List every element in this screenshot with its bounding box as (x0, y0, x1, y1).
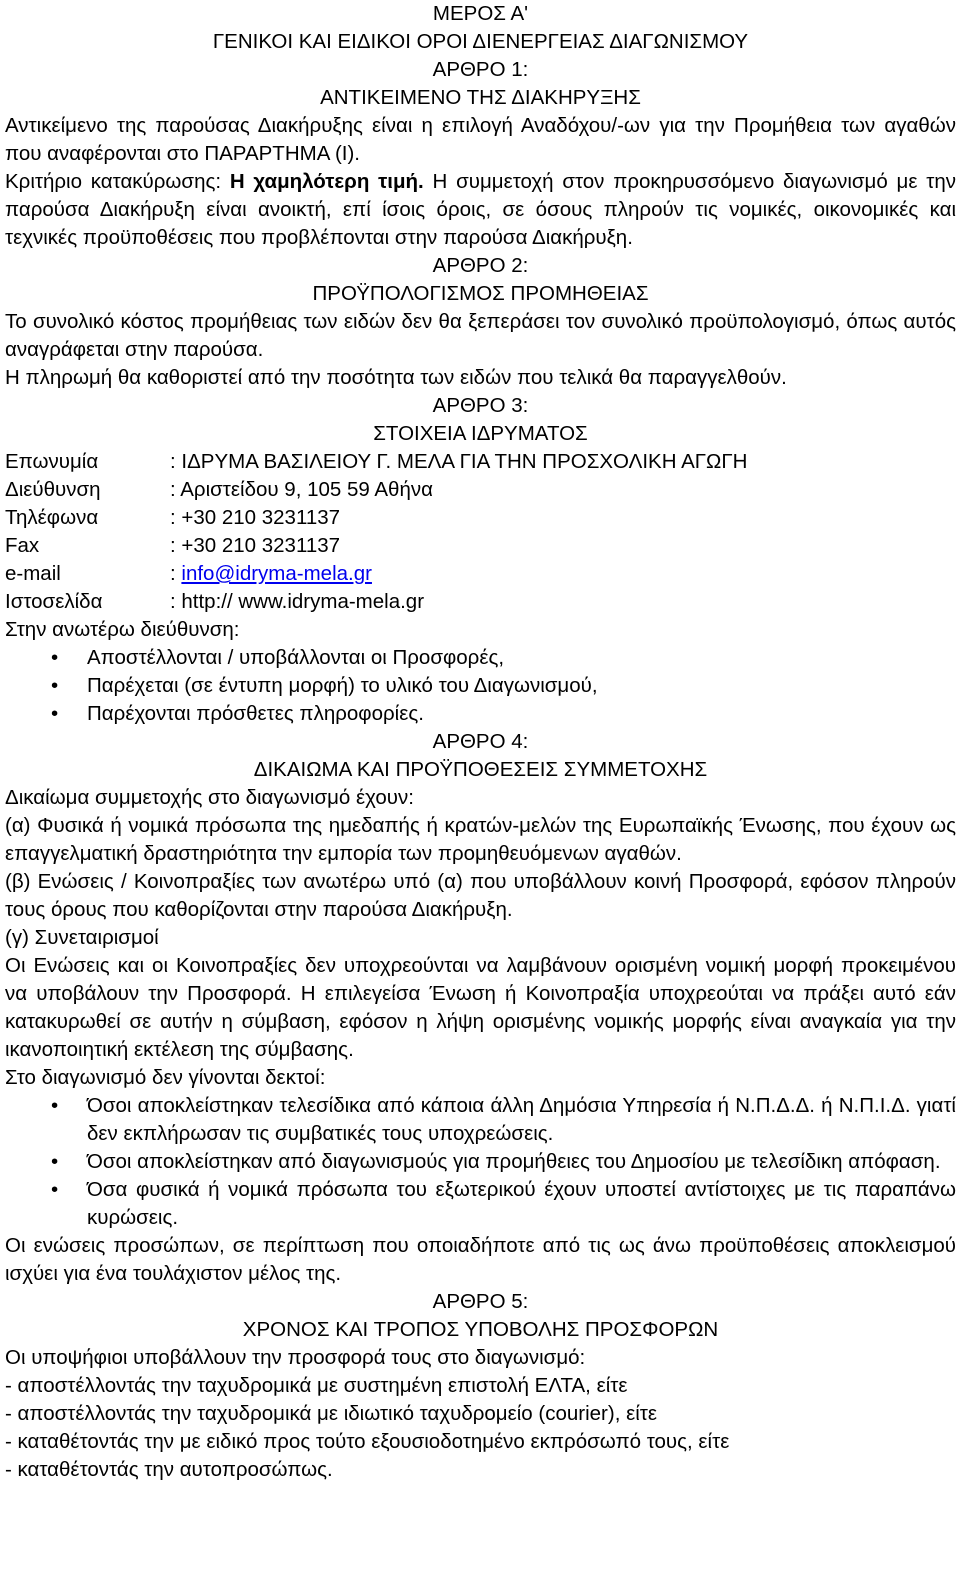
info-value: : +30 210 3231137 (170, 534, 341, 557)
article-2-heading: ΑΡΘΡΟ 2: (432, 254, 529, 277)
article-1-paragraph-1: Αντικείμενο της παρούσας Διακήρυξης είναι η επιλογή Αναδόχου/-ων για την Προμήθεια των αγαθών που αναφέρονται στο ΠΑΡΑΡΤΗΜΑ (Ι). (5, 114, 956, 165)
list-item: - αποστέλλοντάς την ταχυδρομικά με ιδιωτικό ταχυδρομείο (courier), είτε (5, 1402, 658, 1425)
info-row-phone (5, 504, 956, 532)
email-link[interactable]: info@idryma-mela.gr (181, 562, 372, 585)
article-4-exclusion-list (5, 1092, 956, 1232)
list-item: • Αποστέλλονται / υποβάλλονται οι Προσφορές, (5, 644, 956, 672)
list-item: • Παρέχονται πρόσθετες πληροφορίες. (5, 700, 956, 728)
article-1-heading: ΑΡΘΡΟ 1: (432, 58, 529, 81)
article-4-union-paragraph: Οι Ενώσεις και οι Κοινοπραξίες δεν υποχρεούνται να λαμβάνουν ορισμένη νομική μορφή προκειμένου να υποβάλουν την Προσφορά. Η επιλεγείσα Ένωση ή Κοινοπραξία υποχρεούται να πράξει αυτό εάν κατακυρωθεί σε αυτήν η σύμβαση, εφόσον η λήψη ορισμένης νομικής μορφής είναι αναγκαία για την ικανοποιητική εκτέλεση της σύμβασης. (5, 954, 956, 1061)
list-item: • Όσοι αποκλείστηκαν από διαγωνισμούς για προμήθειες του Δημοσίου με τελεσίδικη απόφαση. (5, 1148, 956, 1176)
list-item: - καταθέτοντάς την με ειδικό προς τούτο εξουσιοδοτημένο εκπρόσωπό τους, είτε (5, 1430, 730, 1453)
list-item: - αποστέλλοντάς την ταχυδρομικά με συστημένη επιστολή ΕΛΤΑ, είτε (5, 1374, 628, 1397)
list-item: • Παρέχεται (σε έντυπη μορφή) το υλικό του Διαγωνισμού, (5, 672, 956, 700)
article-4-item-c: (γ) Συνεταιρισμοί (5, 926, 159, 949)
article-4-closing-paragraph: Οι ενώσεις προσώπων, σε περίπτωση που οποιαδήποτε από τις ως άνω προϋποθέσεις αποκλεισμού ισχύει για ένα τουλάχιστον μέλος της. (5, 1234, 956, 1285)
info-value (170, 560, 372, 588)
article-3-intro: Στην ανωτέρω διεύθυνση: (5, 618, 240, 641)
list-item: • Όσα φυσικά ή νομικά πρόσωπα του εξωτερικού έχουν υποστεί αντίστοιχες με τις παραπάνω κυρώσεις. (5, 1176, 956, 1232)
article-2-paragraph-1: Το συνολικό κόστος προμήθειας των ειδών δεν θα ξεπεράσει τον συνολικό προϋπολογισμό, όπως αυτός αναγράφεται στην παρούσα. (5, 310, 956, 361)
article-3-heading: ΑΡΘΡΟ 3: (432, 394, 529, 417)
info-value: : ΙΔΡΥΜΑ ΒΑΣΙΛΕΙΟΥ Γ. ΜΕΛΑ ΓΙΑ ΤΗΝ ΠΡΟΣΧΟΛΙΚΗ ΑΓΩΓΗ (170, 450, 748, 473)
list-item: • Όσοι αποκλείστηκαν τελεσίδικα από κάποια άλλη Δημόσια Υπηρεσία ή Ν.Π.Δ.Δ. ή Ν.Π.Ι.Δ. γιατί δεν εκπλήρωσαν τις συμβατικές τους υποχρεώσεις. (5, 1092, 956, 1148)
article-2-paragraph-2: Η πληρωμή θα καθοριστεί από την ποσότητα των ειδών που τελικά θα παραγγελθούν. (5, 366, 787, 389)
part-title: ΓΕΝΙΚΟΙ ΚΑΙ ΕΙΔΙΚΟΙ ΟΡΟΙ ΔΙΕΝΕΡΓΕΙΑΣ ΔΙΑΓΩΝΙΣΜΟΥ (212, 30, 749, 53)
info-label: e-mail (5, 562, 61, 585)
article-5-heading: ΑΡΘΡΟ 5: (432, 1290, 529, 1313)
article-4-item-a: (α) Φυσικά ή νομικά πρόσωπα της ημεδαπής ή κρατών-μελών της Ευρωπαϊκής Ένωσης, που έχουν ως επαγγελματική δραστηριότητα την εμπορία των προμηθευόμενων αγαθών. (5, 814, 956, 865)
part-label: ΜΕΡΟΣ Α' (432, 2, 529, 25)
article-1-title: ΑΝΤΙΚΕΙΜΕΝΟ ΤΗΣ ΔΙΑΚΗΡΥΞΗΣ (320, 86, 641, 109)
info-label: Διεύθυνση (5, 478, 101, 501)
article-4-item-b: (β) Ενώσεις / Κοινοπραξίες των ανωτέρω υπό (α) που υποβάλλουν κοινή Προσφορά, εφόσον πληρούν τους όρους που καθορίζονται στην παρούσα Διακήρυξη. (5, 870, 956, 921)
info-row-fax (5, 532, 956, 560)
info-label: Fax (5, 534, 40, 557)
article-4-exclusion-intro: Στο διαγωνισμό δεν γίνονται δεκτοί: (5, 1066, 326, 1089)
article-5-intro: Οι υποψήφιοι υποβάλλουν την προσφορά τους στο διαγωνισμό: (5, 1346, 586, 1369)
info-row-name (5, 448, 956, 476)
article-5-title: ΧΡΟΝΟΣ ΚΑΙ ΤΡΟΠΟΣ ΥΠΟΒΟΛΗΣ ΠΡΟΣΦΟΡΩΝ (242, 1318, 719, 1341)
email-prefix: : (170, 562, 182, 585)
article-1-paragraph-2 (5, 168, 956, 252)
info-label: Τηλέφωνα (5, 506, 99, 529)
info-label: Επωνυμία (5, 450, 99, 473)
info-row-address (5, 476, 956, 504)
article-1-paragraph-2-rest: Η συμμετοχή στον προκηρυσσόμενο διαγωνισμό με την παρούσα Διακήρυξη είναι ανοικτή, επί ίσοις όροις, σε όσους πληρούν τις νομικές, οικονομικές και τεχνικές προϋποθέσεις που προβλέπονται στην παρούσα Διακήρυξη. (5, 170, 957, 249)
info-label: Ιστοσελίδα (5, 590, 103, 613)
article-2-title: ΠΡΟΫΠΟΛΟΓΙΣΜΟΣ ΠΡΟΜΗΘΕΙΑΣ (312, 282, 649, 305)
info-value: : Αριστείδου 9, 105 59 Αθήνα (170, 478, 433, 501)
info-value: : http:// www.idryma-mela.gr (170, 590, 425, 613)
info-value: : +30 210 3231137 (170, 506, 341, 529)
article-3-title: ΣΤΟΙΧΕΙΑ ΙΔΡΥΜΑΤΟΣ (373, 422, 588, 445)
article-3-bullet-list (5, 644, 956, 728)
article-4-heading: ΑΡΘΡΟ 4: (432, 730, 529, 753)
article-4-title: ΔΙΚΑΙΩΜΑ ΚΑΙ ΠΡΟΫΠΟΘΕΣΕΙΣ ΣΥΜΜΕΤΟΧΗΣ (253, 758, 708, 781)
article-4-intro: Δικαίωμα συμμετοχής στο διαγωνισμό έχουν: (5, 786, 414, 809)
criterion-value: Η χαμηλότερη τιμή. (229, 170, 424, 193)
info-row-email (5, 560, 956, 588)
list-item: - καταθέτοντάς την αυτοπροσώπως. (5, 1458, 333, 1481)
info-row-website (5, 588, 956, 616)
criterion-label: Κριτήριο κατακύρωσης: (5, 170, 222, 193)
